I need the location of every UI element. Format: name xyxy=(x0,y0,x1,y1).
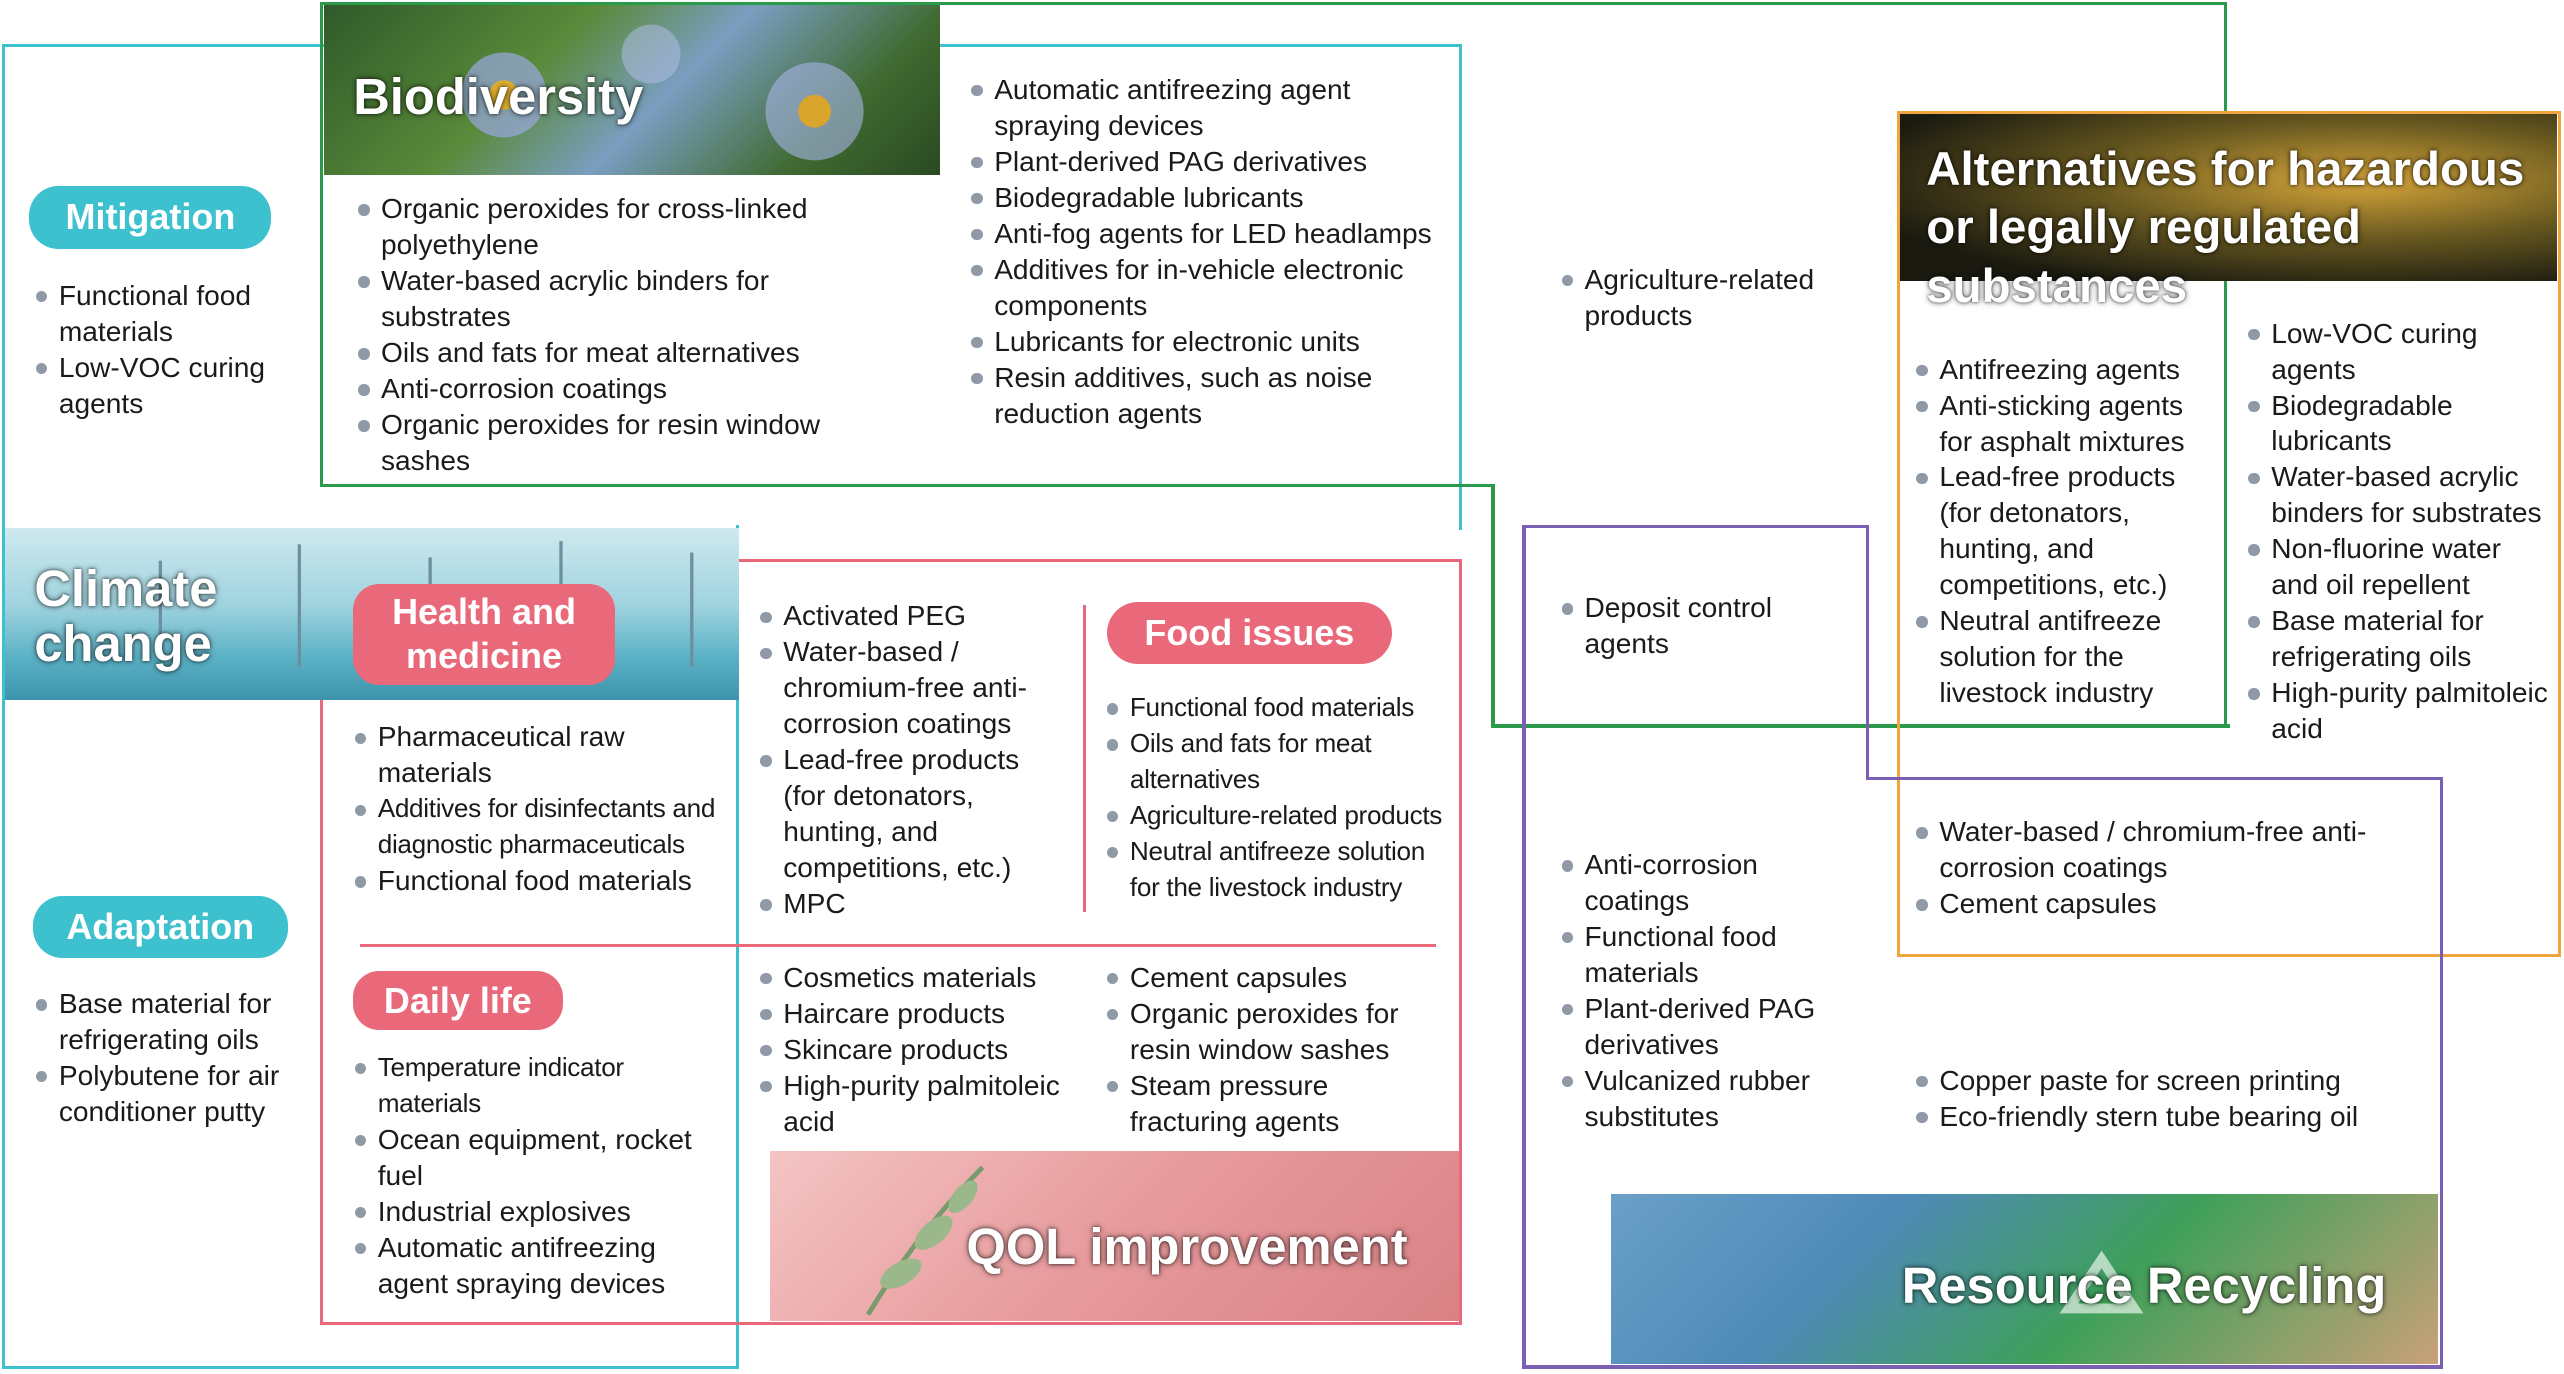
list-item: Cement capsules xyxy=(1913,886,2404,922)
list-item: Organic peroxides for resin window sashes xyxy=(1104,996,1451,1068)
list-item: Cosmetics materials xyxy=(757,960,1084,996)
adaptation-list xyxy=(33,986,311,1130)
list-item: Functional food materials xyxy=(33,278,295,350)
adaptation-pill: Adaptation xyxy=(33,896,288,958)
list-item: Vulcanized rubber substitutes xyxy=(1558,1063,1862,1135)
list-item: High-purity palmitoleic acid xyxy=(2245,675,2552,747)
biodiversity-frame-step-down xyxy=(1491,484,1494,728)
list-item: Steam pressure fracturing agents xyxy=(1104,1068,1451,1140)
list-item: Copper paste for screen printing xyxy=(1913,1063,2433,1099)
list-item: Eco-friendly stern tube bearing oil xyxy=(1913,1099,2433,1135)
list-item: Anti-fog agents for LED headlamps xyxy=(968,216,1452,252)
mitigation-list xyxy=(33,278,295,422)
agriculture-list xyxy=(1558,262,1852,334)
list-item: Plant-derived PAG derivatives xyxy=(968,144,1452,180)
hazardous-recycling-list xyxy=(1913,814,2404,922)
food-pill: Food issues xyxy=(1107,602,1392,664)
list-item: Water-based acrylic binders for substrates xyxy=(355,263,878,335)
biodiversity-image xyxy=(324,5,940,175)
list-item: Pharmaceutical raw materials xyxy=(352,719,731,791)
recycling-image xyxy=(1611,1194,2438,1364)
climate-change-title: Climate change xyxy=(34,559,218,673)
list-item: Agriculture-related products xyxy=(1558,262,1852,334)
list-item: Non-fluorine water and oil repellent xyxy=(2245,531,2552,603)
list-item: Functional food materials xyxy=(352,863,731,899)
list-item: Deposit control agents xyxy=(1558,590,1820,662)
list-item: Functional food materials xyxy=(1104,690,1451,726)
biodiversity-frame-bottom-left xyxy=(320,484,1494,487)
list-item: Additives for in-vehicle electronic components xyxy=(968,252,1452,324)
list-item: Oils and fats for meat alternatives xyxy=(1104,726,1451,798)
list-item: Low-VOC curing agents xyxy=(33,350,295,422)
list-item: Automatic antifreezing agent spraying devices xyxy=(352,1230,731,1302)
list-item: Industrial explosives xyxy=(352,1194,731,1230)
hazardous-title: Alternatives for hazardous or legally regulated substances xyxy=(1926,142,2525,314)
list-item: High-purity palmitoleic acid xyxy=(757,1068,1084,1140)
mitigation-pill: Mitigation xyxy=(29,186,271,248)
list-item: Skincare products xyxy=(757,1032,1084,1068)
health-climate-list xyxy=(757,598,1061,922)
list-item: Temperature indicator materials xyxy=(352,1050,731,1122)
list-item: Neutral antifreeze solution for the livestock industry xyxy=(1104,834,1451,906)
list-item: Biodegradable lubricants xyxy=(2245,388,2552,460)
list-item: Water-based / chromium-free anti-corrosion coatings xyxy=(757,634,1061,742)
recycling-frame-step xyxy=(1866,525,1869,780)
list-item: Biodegradable lubricants xyxy=(968,180,1452,216)
list-item: Agriculture-related products xyxy=(1104,798,1451,834)
list-item: Low-VOC curing agents xyxy=(2245,316,2552,388)
daily-life-list xyxy=(352,1050,731,1302)
list-item: Polybutene for air conditioner putty xyxy=(33,1058,311,1130)
recycling-frame-bottom xyxy=(1522,1365,2443,1368)
daily-life-pill: Daily life xyxy=(353,971,562,1030)
list-item: Cement capsules xyxy=(1104,960,1451,996)
list-item: Base material for refrigerating oils xyxy=(2245,603,2552,675)
food-list xyxy=(1104,690,1451,906)
list-item: Anti-sticking agents for asphalt mixtures xyxy=(1913,388,2214,460)
list-item: Activated PEG xyxy=(757,598,1061,634)
recycling-left-list xyxy=(1558,847,1862,1135)
health-list xyxy=(352,719,731,899)
list-item: Oils and fats for meat alternatives xyxy=(355,335,878,371)
qol-image xyxy=(770,1151,1458,1321)
hazardous-image xyxy=(1900,114,2557,314)
list-item: Water-based / chromium-free anti-corrosion coatings xyxy=(1913,814,2404,886)
list-item: Lubricants for electronic units xyxy=(968,324,1452,360)
biodiversity-title: Biodiversity xyxy=(353,68,644,126)
hazardous-left-list xyxy=(1913,352,2214,712)
list-item: Anti-corrosion coatings xyxy=(1558,847,1862,919)
list-item: Water-based acrylic binders for substrates xyxy=(2245,459,2552,531)
biodiversity-right-list xyxy=(968,72,1452,432)
list-item: MPC xyxy=(757,886,1061,922)
list-item: Anti-corrosion coatings xyxy=(355,371,878,407)
health-pill: Health and medicine xyxy=(353,584,615,685)
daily-life-right-list xyxy=(1104,960,1451,1140)
biodiversity-left-list xyxy=(355,191,878,479)
daily-life-middle-list xyxy=(757,960,1084,1140)
list-item: Lead-free products (for detonators, hunting, and competitions, etc.) xyxy=(1913,459,2214,603)
list-item: Antifreezing agents xyxy=(1913,352,2214,388)
list-item: Base material for refrigerating oils xyxy=(33,986,311,1058)
recycling-title: Resource Recycling xyxy=(1901,1256,2387,1314)
qol-vertical-divider xyxy=(1083,605,1086,912)
list-item: Additives for disinfectants and diagnostic pharmaceuticals xyxy=(352,791,731,863)
list-item: Lead-free products (for detonators, hunting, and competitions, etc.) xyxy=(757,742,1061,886)
recycling-frame-top xyxy=(1522,525,1869,528)
list-item: Plant-derived PAG derivatives xyxy=(1558,991,1862,1063)
deposit-list xyxy=(1558,590,1820,662)
recycling-frame-step-right xyxy=(1866,777,2443,780)
recycling-frame-right xyxy=(2440,777,2443,1369)
list-item: Haircare products xyxy=(757,996,1084,1032)
recycling-right-list xyxy=(1913,1063,2433,1135)
list-item: Organic peroxides for resin window sashes xyxy=(355,407,878,479)
qol-horizontal-divider xyxy=(360,944,1436,947)
qol-title: QOL improvement xyxy=(966,1217,1408,1275)
recycling-frame-left xyxy=(1522,525,1525,1369)
list-item: Automatic antifreezing agent spraying devices xyxy=(968,72,1452,144)
list-item: Neutral antifreeze solution for the livestock industry xyxy=(1913,603,2214,711)
list-item: Ocean equipment, rocket fuel xyxy=(352,1122,731,1194)
list-item: Resin additives, such as noise reduction agents xyxy=(968,360,1452,432)
list-item: Organic peroxides for cross-linked polyethylene xyxy=(355,191,878,263)
list-item: Functional food materials xyxy=(1558,919,1862,991)
hazardous-right-list xyxy=(2245,316,2552,748)
